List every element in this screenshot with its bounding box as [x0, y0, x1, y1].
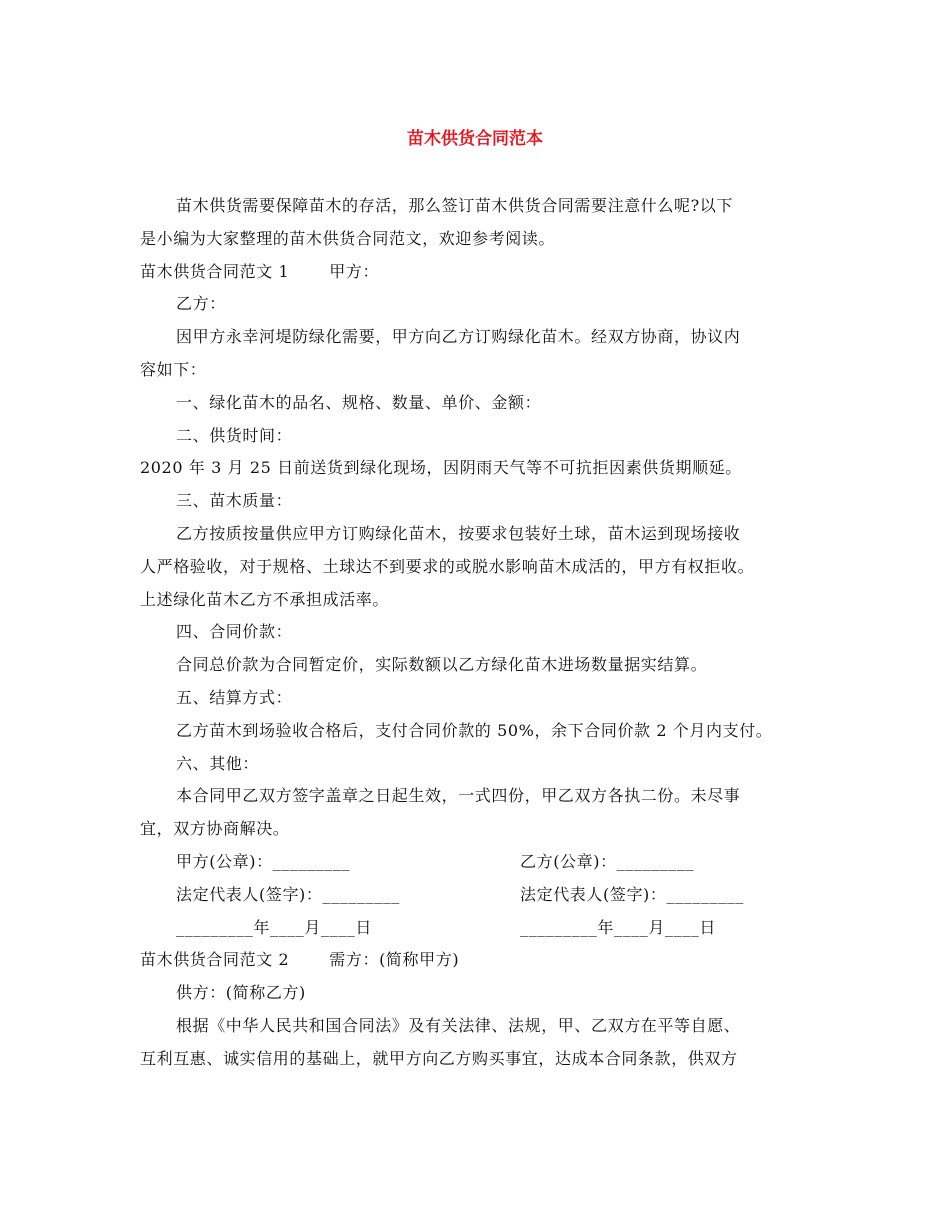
demander-label: 需方：(简称甲方) — [329, 950, 460, 970]
party-a-representative-field: 法定代表人(签字)：_________ — [176, 884, 400, 904]
preamble-line: 根据《中华人民共和国合同法》及有关法律、法规，甲、乙双方在平等自愿、 — [176, 1015, 741, 1035]
signature-row — [140, 879, 820, 912]
party-b-date-field: _________年____月____日 — [520, 917, 716, 937]
document-title: 苗木供货合同范本 — [407, 129, 543, 149]
clause-text: 本合同甲乙双方签字盖章之日起生效，一式四份，甲乙双方各执二份。未尽事 — [176, 786, 741, 806]
signature-row — [140, 846, 820, 879]
intro-line: 苗木供货需要保障苗木的存活，那么签订苗木供货合同需要注意什么呢?以下 — [176, 196, 733, 215]
signature-row — [140, 912, 820, 945]
clause-text: 乙方按质按量供应甲方订购绿化苗木，按要求包装好土球，苗木运到现场接收 — [176, 523, 741, 543]
party-a-label: 甲方： — [329, 261, 380, 281]
party-b-representative-field: 法定代表人(签字)：_________ — [520, 884, 744, 904]
document-body — [140, 190, 820, 1076]
purpose-line: 因甲方永幸河堤防绿化需要，甲方向乙方订购绿化苗木。经双方协商，协议内 — [176, 327, 741, 347]
sample2-heading: 苗木供货合同范文 2 — [140, 950, 290, 970]
clause-text: 合同总价款为合同暂定价，实际数额以乙方绿化苗木进场数量据实结算。 — [176, 655, 708, 675]
sample1-heading: 苗木供货合同范文 1 — [140, 261, 290, 281]
supplier-label: 供方：(简称乙方) — [176, 983, 306, 1003]
sample1-heading-line — [140, 256, 820, 289]
party-a-seal-field: 甲方(公章)：_________ — [176, 851, 351, 871]
clause-text: 上述绿化苗木乙方不承担成活率。 — [140, 589, 390, 609]
intro-line: 是小编为大家整理的苗木供货合同范文，欢迎参考阅读。 — [140, 228, 556, 248]
party-b-label: 乙方： — [176, 294, 226, 314]
party-b-seal-field: 乙方(公章)：_________ — [520, 851, 695, 871]
preamble-line: 互利互惠、诚实信用的基础上，就甲方向乙方购买事宜，达成本合同条款，供双方 — [140, 1048, 738, 1068]
clause-text: 宜，双方协商解决。 — [140, 819, 290, 839]
clause-heading: 四、合同价款： — [176, 622, 293, 642]
clause-heading: 一、绿化苗木的品名、规格、数量、单价、金额： — [176, 392, 542, 412]
clause-heading: 二、供货时间： — [176, 425, 293, 445]
clause-heading: 五、结算方式： — [176, 687, 293, 707]
sample2-heading-line — [140, 944, 820, 977]
clause-text: 乙方苗木到场验收合格后，支付合同价款的 50%，余下合同价款 2 个月内支付。 — [176, 720, 773, 740]
party-a-date-field: _________年____月____日 — [176, 917, 372, 937]
clause-heading: 六、其他： — [176, 753, 260, 773]
clause-text: 人严格验收，对于规格、土球达不到要求的或脱水影响苗木成活的，甲方有权拒收。 — [140, 556, 755, 576]
clause-text: 2020 年 3 月 25 日前送货到绿化现场，因阴雨天气等不可抗拒因素供货期顺延。 — [140, 458, 742, 478]
purpose-line: 容如下： — [140, 359, 207, 379]
clause-heading: 三、苗木质量： — [176, 491, 293, 511]
